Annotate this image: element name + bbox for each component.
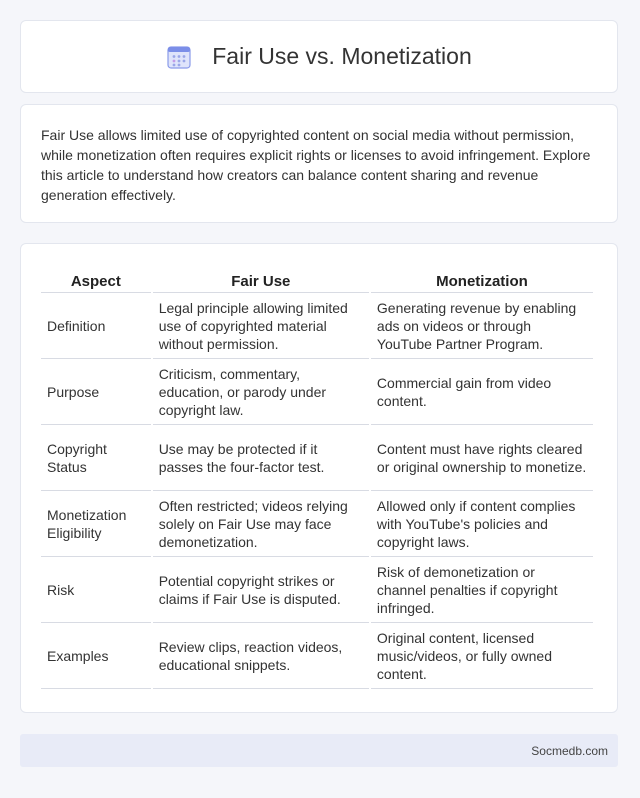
intro-text: Fair Use allows limited use of copyrighted content on social media without permission, while monetization often requires explicit rights or licenses to avoid infringement. Explore this article to understand how creators can balance content sharing and revenue generation effectively. <box>41 127 591 203</box>
page-title: Fair Use vs. Monetization <box>212 43 472 69</box>
cell-fair-use: Use may be protected if it passes the four-factor test. <box>153 425 369 491</box>
table-row <box>41 359 593 425</box>
cell-fair-use: Potential copyright strikes or claims if Fair Use is disputed. <box>153 557 369 623</box>
footer-brand[interactable]: Socmedb.com <box>531 743 608 758</box>
cell-monetization: Content must have rights cleared or original ownership to monetize. <box>371 425 593 491</box>
table-row <box>41 293 593 359</box>
column-header-aspect: Aspect <box>41 264 151 293</box>
cell-aspect: Examples <box>41 623 151 689</box>
cell-aspect: Purpose <box>41 359 151 425</box>
cell-fair-use: Legal principle allowing limited use of copyrighted material without permission. <box>153 293 369 359</box>
cell-monetization: Original content, licensed music/videos, or fully owned content. <box>371 623 593 689</box>
cell-monetization: Allowed only if content complies with YouTube's policies and copyright laws. <box>371 491 593 557</box>
cell-aspect: Risk <box>41 557 151 623</box>
cell-monetization: Risk of demonetization or channel penalties if copyright infringed. <box>371 557 593 623</box>
table-row <box>41 623 593 689</box>
cell-fair-use: Often restricted; videos relying solely on Fair Use may face demonetization. <box>153 491 369 557</box>
table-row <box>41 425 593 491</box>
cell-aspect: Definition <box>41 293 151 359</box>
table-row <box>41 491 593 557</box>
calendar-icon <box>166 44 192 70</box>
cell-aspect: Copyright Status <box>41 425 151 491</box>
table-header-row <box>41 264 593 293</box>
cell-monetization: Generating revenue by enabling ads on videos or through YouTube Partner Program. <box>371 293 593 359</box>
comparison-table-card <box>20 243 618 713</box>
comparison-table <box>39 264 595 689</box>
title-card <box>20 20 618 93</box>
table-row <box>41 557 593 623</box>
cell-monetization: Commercial gain from video content. <box>371 359 593 425</box>
column-header-monetization: Monetization <box>371 264 593 293</box>
intro-card <box>20 104 618 223</box>
footer <box>20 734 618 767</box>
column-header-fair-use: Fair Use <box>153 264 369 293</box>
cell-fair-use: Criticism, commentary, education, or parody under copyright law. <box>153 359 369 425</box>
cell-aspect: Monetization Eligibility <box>41 491 151 557</box>
cell-fair-use: Review clips, reaction videos, educational snippets. <box>153 623 369 689</box>
